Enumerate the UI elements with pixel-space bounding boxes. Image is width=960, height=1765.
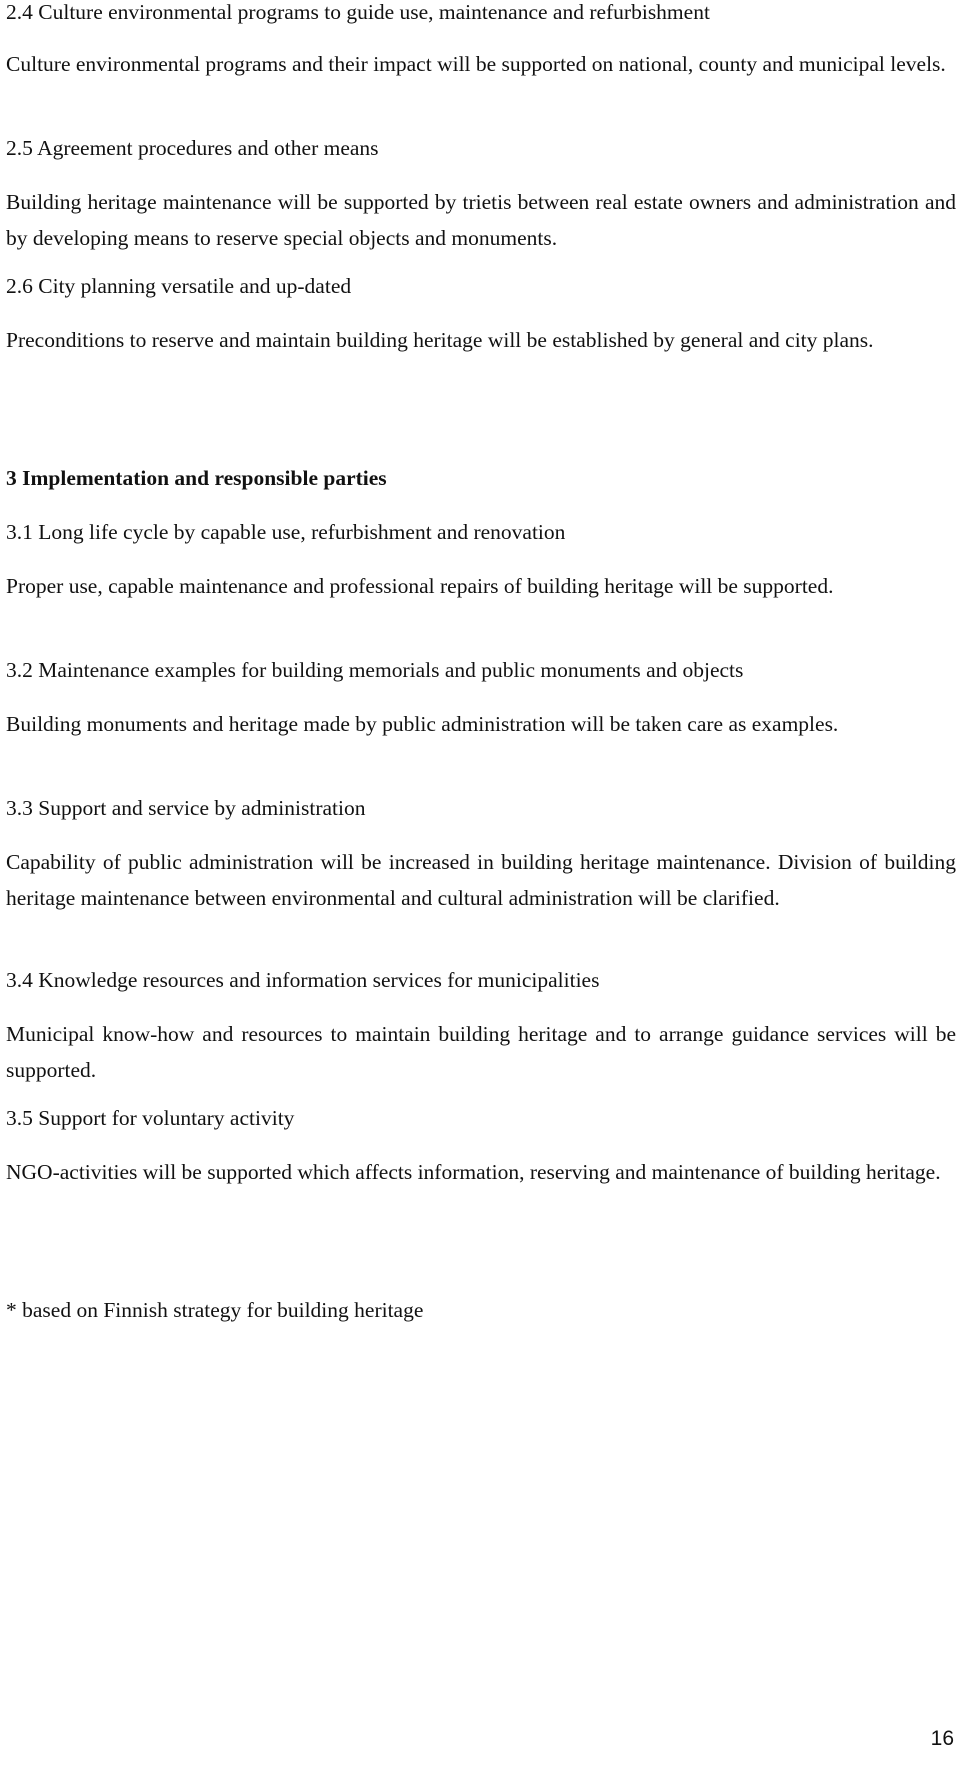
- section-body-3-4: Municipal know-how and resources to maintain building heritage and to arrange guidance services will be supported.: [6, 1022, 956, 1082]
- section-heading-3-4: 3.4 Knowledge resources and information services for municipalities: [6, 968, 600, 992]
- section-body-2-4: Culture environmental programs and their impact will be supported on national, county and municipal levels.: [6, 52, 946, 76]
- section-heading-3-2: 3.2 Maintenance examples for building memorials and public monuments and objects: [6, 658, 744, 682]
- section-heading-3-1: 3.1 Long life cycle by capable use, refurbishment and renovation: [6, 520, 566, 544]
- section-heading-2-4: 2.4 Culture environmental programs to guide use, maintenance and refurbishment: [6, 0, 710, 24]
- section-body-2-5: Building heritage maintenance will be supported by trietis between real estate owners and administration and by developing means to reserve special objects and monuments.: [6, 190, 956, 250]
- section-body-3-2: Building monuments and heritage made by public administration will be taken care as examples.: [6, 712, 839, 736]
- section-body-2-6: Preconditions to reserve and maintain building heritage will be established by general and city plans.: [6, 328, 874, 352]
- footnote: * based on Finnish strategy for building heritage: [6, 1298, 424, 1322]
- section-body-3-1: Proper use, capable maintenance and professional repairs of building heritage will be supported.: [6, 574, 834, 598]
- section-heading-2-5: 2.5 Agreement procedures and other means: [6, 136, 379, 160]
- section-heading-3-3: 3.3 Support and service by administration: [6, 796, 366, 820]
- section-heading-3-5: 3.5 Support for voluntary activity: [6, 1106, 295, 1130]
- page-number: 16: [930, 1727, 954, 1750]
- section-heading-2-6: 2.6 City planning versatile and up-dated: [6, 274, 352, 298]
- chapter-title: 3 Implementation and responsible parties: [6, 466, 387, 490]
- section-body-3-3: Capability of public administration will be increased in building heritage maintenance. Division of building heritage maintenance between environmental and cultural administration will be clarified.: [6, 850, 956, 910]
- section-body-3-5: NGO-activities will be supported which affects information, reserving and maintenance of building heritage.: [6, 1160, 941, 1184]
